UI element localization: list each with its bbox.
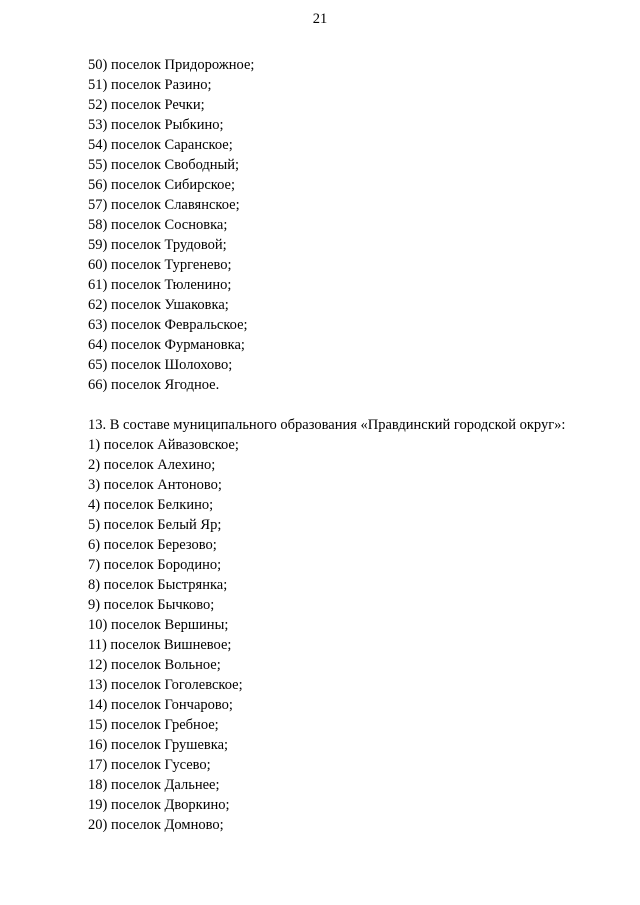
list-item: 2) поселок Алехино; <box>88 457 216 473</box>
list-item: 58) поселок Сосновка; <box>88 217 228 233</box>
list-item: 9) поселок Бычково; <box>88 597 215 613</box>
list-item: 59) поселок Трудовой; <box>88 237 227 253</box>
page-number: 21 <box>312 11 328 27</box>
list-item: 8) поселок Быстрянка; <box>88 577 228 593</box>
list-item: 20) поселок Домново; <box>88 817 224 833</box>
list-item: 65) поселок Шолохово; <box>88 357 233 373</box>
list-item: 16) поселок Грушевка; <box>88 737 229 753</box>
list-item: 66) поселок Ягодное. <box>88 377 220 393</box>
list-item: 56) поселок Сибирское; <box>88 177 235 193</box>
list-item: 17) поселок Гусево; <box>88 757 211 773</box>
section-heading: 13. В составе муниципального образования «Правдинский городской округ»: <box>88 417 566 433</box>
list-item: 54) поселок Саранское; <box>88 137 233 153</box>
list-item: 13) поселок Гоголевское; <box>88 677 243 693</box>
list-item: 5) поселок Белый Яр; <box>88 517 222 533</box>
list-item: 55) поселок Свободный; <box>88 157 240 173</box>
settlement-list-continued <box>88 55 254 395</box>
list-item: 64) поселок Фурмановка; <box>88 337 245 353</box>
list-item: 60) поселок Тургенево; <box>88 257 232 273</box>
list-item: 51) поселок Разино; <box>88 77 212 93</box>
settlement-list-pravdinsk <box>88 435 243 835</box>
list-item: 1) поселок Айвазовское; <box>88 437 239 453</box>
list-item: 6) поселок Березово; <box>88 537 217 553</box>
list-item: 61) поселок Тюленино; <box>88 277 232 293</box>
list-item: 63) поселок Февральское; <box>88 317 248 333</box>
list-item: 3) поселок Антоново; <box>88 477 222 493</box>
list-item: 57) поселок Славянское; <box>88 197 240 213</box>
list-item: 7) поселок Бородино; <box>88 557 222 573</box>
list-item: 11) поселок Вишневое; <box>88 637 232 653</box>
list-item: 15) поселок Гребное; <box>88 717 219 733</box>
list-item: 12) поселок Вольное; <box>88 657 221 673</box>
list-item: 10) поселок Вершины; <box>88 617 229 633</box>
list-item: 18) поселок Дальнее; <box>88 777 220 793</box>
list-item: 14) поселок Гончарово; <box>88 697 233 713</box>
list-item: 50) поселок Придорожное; <box>88 57 255 73</box>
list-item: 19) поселок Дворкино; <box>88 797 230 813</box>
list-item: 4) поселок Белкино; <box>88 497 214 513</box>
list-item: 62) поселок Ушаковка; <box>88 297 229 313</box>
list-item: 53) поселок Рыбкино; <box>88 117 224 133</box>
list-item: 52) поселок Речки; <box>88 97 205 113</box>
